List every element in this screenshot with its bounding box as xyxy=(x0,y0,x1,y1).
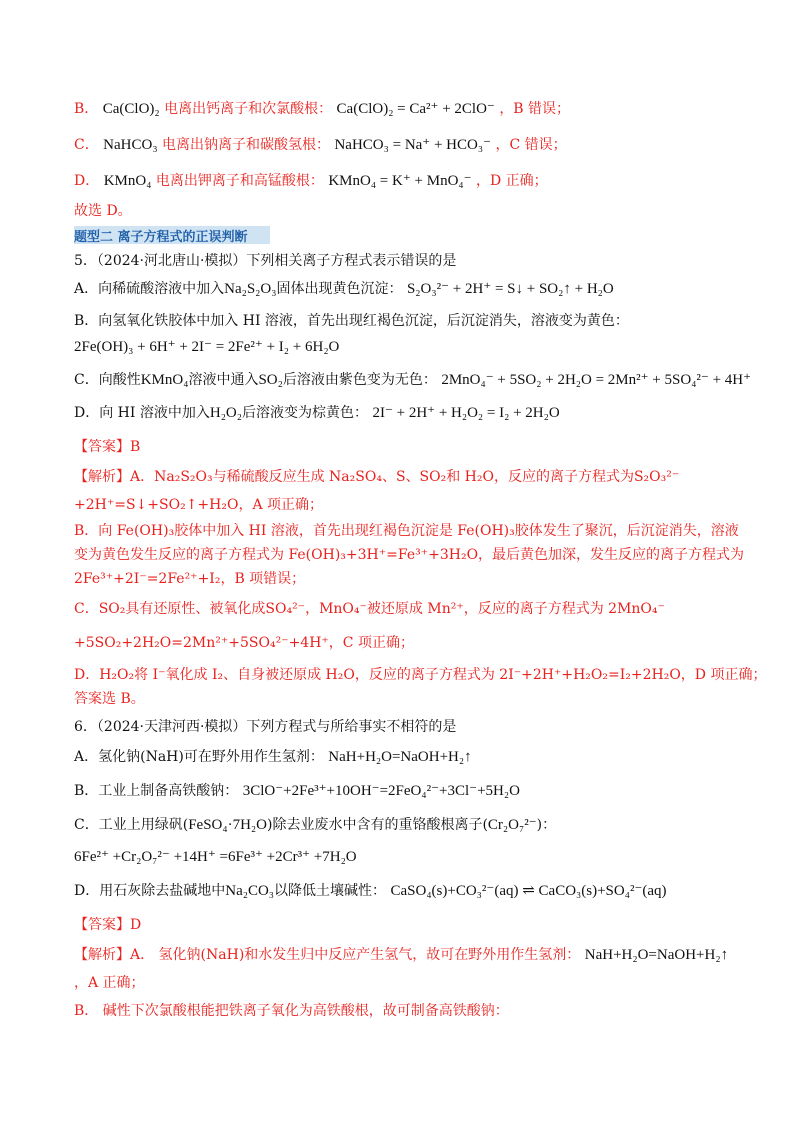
option-text: D．向 HI 溶液中加入 xyxy=(74,405,210,421)
explanation-text: 【解析】A． 氢化钠(NaH)和水发生归中反应产生氢气，故可在野外用作生氢剂： xyxy=(74,947,581,963)
q5-option-d xyxy=(74,402,730,424)
option-verdict: ，C 错误； xyxy=(495,137,567,153)
option-label: D． xyxy=(74,173,100,189)
equation: 3ClO⁻+2Fe³⁺+10OH⁻=2FeO₄²⁻+3Cl⁻+5H₂O xyxy=(242,783,520,799)
option-text: )除去业废水中含有的重铬酸根离子( xyxy=(266,817,488,833)
option-text: 后溶液由紫色变为无色： xyxy=(282,372,437,388)
option-label: B． xyxy=(74,101,99,117)
option-text: 以降低土壤碱性： xyxy=(274,883,387,899)
q5-option-c xyxy=(74,369,752,391)
q5-explanation-6: C．SO₂具有还原性、被氧化成SO₄²⁻，MnO₄⁻被还原成 Mn²⁺，反应的离子方程式为 2MnO₄⁻ xyxy=(74,601,665,617)
option-text: )： xyxy=(536,817,557,833)
q6-explanation-3: B． 碱性下次氯酸根能把铁离子氧化为高铁酸根，故可制备高铁酸钠： xyxy=(74,1003,509,1019)
q6-option-a xyxy=(74,746,730,768)
q5-explanation-1: 【解析】A．Na₂S₂O₃与稀硫酸反应生成 Na₂SO₄、S、SO₂和 H₂O，反应的离子方程式为S₂O₃²⁻ xyxy=(74,469,680,485)
option-text: C．向酸性 xyxy=(74,372,141,388)
question-6-stem: 6．（2024·天津河西·模拟）下列方程式与所给事实不相符的是 xyxy=(74,719,457,735)
question-5-stem: 5．（2024·河北唐山·模拟）下列相关离子方程式表示错误的是 xyxy=(74,253,457,269)
section-heading xyxy=(74,226,270,244)
q5-option-a xyxy=(74,278,730,300)
option-text: A．向稀硫酸溶液中加入 xyxy=(74,281,225,297)
formula: Na₂CO₃ xyxy=(225,883,275,899)
option-text: D．用石灰除去盐碱地中 xyxy=(74,883,226,899)
q5-explanation-8: D．H₂O₂将 I⁻氧化成 I₂、自身被还原成 H₂O，反应的离子方程式为 2I⁻+2H⁺+H₂O₂=I₂+2H₂O，D 项正确； xyxy=(74,667,767,683)
option-text: 溶液中通入 xyxy=(188,372,259,388)
equation: S₂O₃²⁻ + 2H⁺ = S↓ + SO₂↑ + H₂O xyxy=(406,281,614,297)
option-text: B．工业上制备高铁酸钠： xyxy=(74,783,239,799)
option-text: 固体出现黄色沉淀： xyxy=(276,281,403,297)
q6-explanation-2: ，A 正确； xyxy=(74,975,145,991)
formula: Cr₂O₇²⁻ xyxy=(487,817,537,833)
option-c-ionization xyxy=(74,134,730,156)
q6-option-c-equation: 6Fe²⁺ +Cr₂O₇²⁻ +14H⁺ =6Fe³⁺ +2Cr³⁺ +7H₂O xyxy=(74,849,357,865)
equation: 2I⁻ + 2H⁺ + H₂O₂ = I₂ + 2H₂O xyxy=(372,405,560,421)
equation: Ca(ClO)₂ = Ca²⁺ + 2ClO⁻ xyxy=(336,101,495,117)
q6-answer: 【答案】D xyxy=(74,917,142,933)
option-text: A．氢化钠(NaH)可在野外用作生氢剂： xyxy=(74,749,324,765)
formula: KMnO₄ xyxy=(140,372,189,388)
q6-option-b xyxy=(74,780,730,802)
equation: NaH+H₂O=NaOH+H₂↑ xyxy=(328,749,472,765)
option-verdict: ，D 正确； xyxy=(476,173,548,189)
q5-explanation-9: 答案选 B。 xyxy=(74,691,145,707)
section-title: 题型二 离子方程式的正误判断 xyxy=(74,230,248,245)
option-label: C． xyxy=(74,137,99,153)
q5-answer: 【答案】B xyxy=(74,439,141,455)
q6-explanation-1 xyxy=(74,944,730,966)
q5-explanation-5: 2Fe³⁺+2I⁻=2Fe²⁺+I₂，B 项错误； xyxy=(74,571,306,587)
formula: SO₂ xyxy=(258,372,283,388)
option-text: 电离出钠离子和碳酸氢根： xyxy=(162,137,331,153)
q5-explanation-4: 变为黄色发生反应的离子方程式为 Fe(OH)₃+3H⁺=Fe³⁺+3H₂O，最后黄色加深，发生反应的离子方程式为 xyxy=(74,547,745,563)
equation: NaH+H₂O=NaOH+H₂↑ xyxy=(584,947,729,963)
q5-explanation-3: B．向 Fe(OH)₃胶体中加入 HI 溶液，首先出现红褐色沉淀是 Fe(OH)₃胶体发生了聚沉，后沉淀消失，溶液 xyxy=(74,523,739,539)
formula: Ca(ClO)₂ xyxy=(102,101,160,117)
option-d-ionization xyxy=(74,170,730,192)
formula: H₂O₂ xyxy=(209,405,242,421)
option-text: 电离出钙离子和次氯酸根： xyxy=(164,101,333,117)
option-verdict: ，B 错误； xyxy=(499,101,571,117)
option-text: 后溶液变为棕黄色： xyxy=(242,405,368,421)
option-b-ionization xyxy=(74,98,730,120)
q5-explanation-7: +5SO₂+2H₂O=2Mn²⁺+5SO₄²⁻+4H⁺，C 项正确； xyxy=(74,635,414,651)
option-text: C．工业上用绿矾( xyxy=(74,817,189,833)
equation: CaSO₄(s)+CO₃²⁻(aq) ⇌ CaCO₃(s)+SO₄²⁻(aq) xyxy=(390,883,667,899)
equation: KMnO₄ = K⁺ + MnO₄⁻ xyxy=(328,173,472,189)
formula: NaHCO₃ xyxy=(103,137,158,153)
q6-option-d xyxy=(74,880,730,902)
formula: Na₂S₂O₃ xyxy=(224,281,277,297)
formula: FeSO₄·7H₂O xyxy=(188,817,267,833)
equation: NaHCO₃ = Na⁺ + HCO₃⁻ xyxy=(334,137,492,153)
option-text: 电离出钾离子和高锰酸根： xyxy=(155,173,324,189)
q5-option-b-line1: B．向氢氧化铁胶体中加入 HI 溶液，首先出现红褐色沉淀，后沉淀消失，溶液变为黄色： xyxy=(74,313,629,329)
q5-option-b-equation: 2Fe(OH)₃ + 6H⁺ + 2I⁻ = 2Fe²⁺ + I₂ + 6H₂O xyxy=(74,339,340,355)
conclusion: 故选 D。 xyxy=(74,203,132,219)
q5-explanation-2: +2H⁺=S↓+SO₂↑+H₂O，A 项正确； xyxy=(74,497,324,513)
equation: 2MnO₄⁻ + 5SO₂ + 2H₂O = 2Mn²⁺ + 5SO₄²⁻ + 4H⁺ xyxy=(441,372,752,388)
formula: KMnO₄ xyxy=(103,173,152,189)
q6-option-c-line1 xyxy=(74,814,730,836)
